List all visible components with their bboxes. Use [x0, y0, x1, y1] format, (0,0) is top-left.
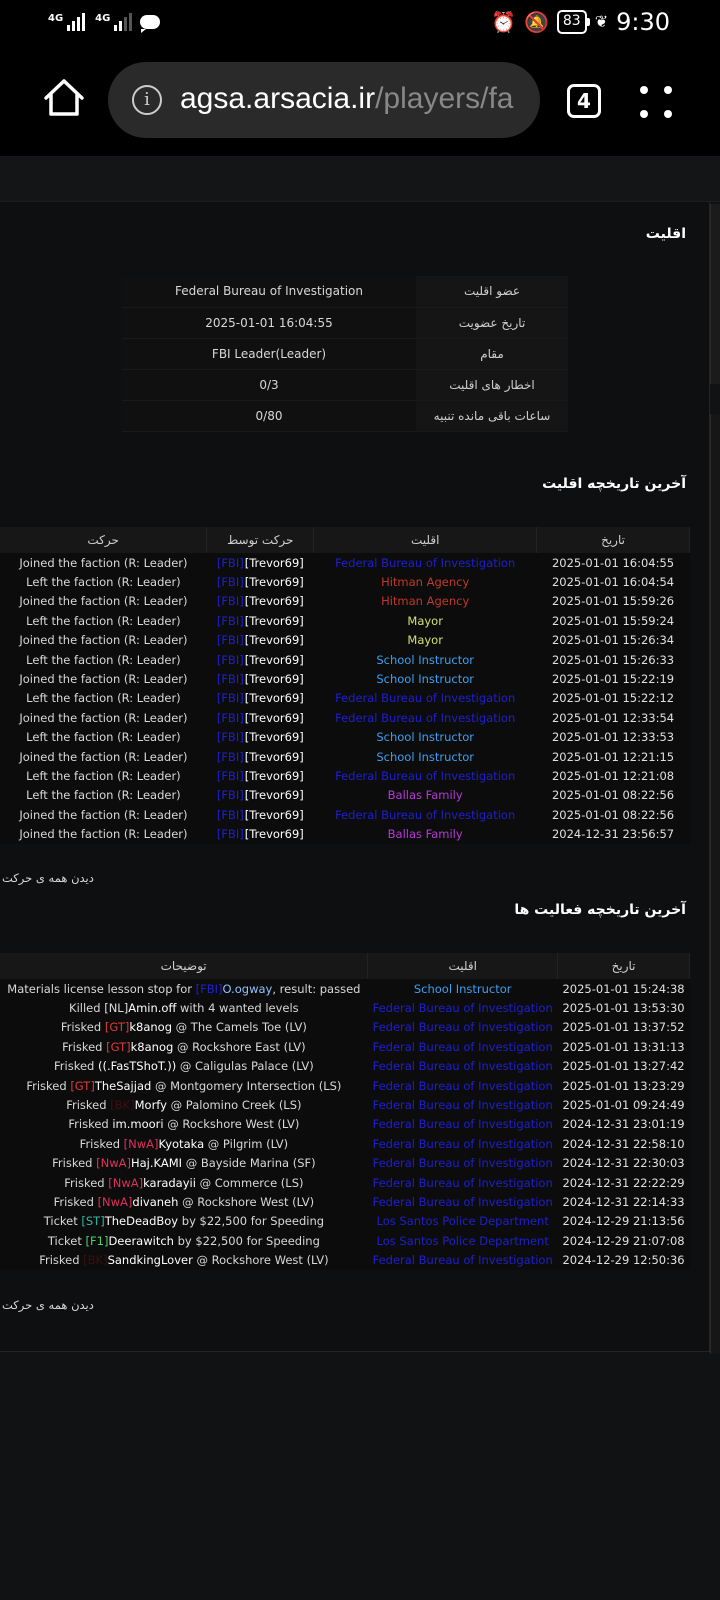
- description-prefix: Frisked: [68, 1117, 113, 1132]
- description-suffix: @ Rockshore West (LV): [192, 1253, 329, 1268]
- history-view-all-link[interactable]: دیدن همه ی حرکت: [2, 871, 94, 885]
- browser-toolbar: [0, 46, 720, 156]
- date-cell: 2025-01-01 12:33:53: [551, 730, 675, 745]
- col-action: حرکت: [0, 527, 207, 553]
- network-type-2: 4G: [95, 13, 111, 24]
- history-section-title: آخرین تاریخچه اقلیت: [542, 476, 686, 492]
- url-domain: agsa.arsacia.ir: [180, 82, 376, 115]
- description-suffix: @ Pilgrim (LV): [204, 1136, 289, 1151]
- actor-tag: [FBI]: [216, 633, 244, 648]
- date-cell: 2025-01-01 09:24:49: [562, 1098, 685, 1113]
- faction-cell[interactable]: Hitman Agency: [381, 594, 470, 609]
- page-top-strip: [0, 156, 720, 202]
- faction-cell[interactable]: Mayor: [407, 613, 443, 628]
- actor-tag: [FBI]: [216, 788, 244, 803]
- actor-name[interactable]: [Trevor69]: [244, 710, 304, 725]
- table-row: [0, 1095, 690, 1114]
- activity-view-all-link[interactable]: دیدن همه ی حرکت: [2, 1298, 94, 1312]
- date-cell: 2024-12-31 22:58:10: [562, 1136, 685, 1151]
- table-row: [0, 1018, 690, 1037]
- description-cell: [0, 1018, 368, 1037]
- table-row: [0, 631, 690, 650]
- actor-tag: [FBI]: [216, 594, 244, 609]
- faction-info-table: [122, 276, 568, 432]
- table-row: [0, 998, 690, 1017]
- faction-cell[interactable]: Federal Bureau of Investigation: [335, 768, 516, 783]
- table-row: [0, 805, 690, 824]
- action-cell: Joined the faction (R: Leader): [19, 672, 188, 687]
- signal-indicators: [48, 11, 160, 31]
- menu-dots-icon[interactable]: [638, 84, 674, 120]
- player-name[interactable]: Haj.KAMI: [130, 1156, 183, 1171]
- table-row: [0, 669, 690, 688]
- date-cell: 2025-01-01 12:21:08: [551, 768, 675, 783]
- action-cell: Joined the faction (R: Leader): [19, 710, 188, 725]
- description-prefix: Frisked: [62, 1039, 107, 1054]
- table-row: [0, 611, 690, 630]
- description-prefix: Materials license lesson stop for: [7, 981, 196, 996]
- faction-cell[interactable]: Hitman Agency: [381, 575, 470, 590]
- actor-cell: [207, 708, 314, 727]
- actor-name[interactable]: [Trevor69]: [244, 827, 304, 842]
- network-type-1: 4G: [48, 13, 64, 24]
- date-cell: 2024-12-29 12:50:36: [562, 1253, 685, 1268]
- description-prefix: Frisked: [60, 1020, 105, 1035]
- table-row: [0, 1231, 690, 1250]
- description-cell: [0, 1250, 368, 1269]
- actor-cell: [207, 592, 314, 611]
- description-cell: [0, 1115, 368, 1134]
- faction-cell[interactable]: Federal Bureau of Investigation: [372, 1194, 553, 1209]
- table-row: [0, 1250, 690, 1269]
- actor-tag: [FBI]: [216, 807, 244, 822]
- date-cell: 2025-01-01 12:33:54: [551, 710, 675, 725]
- description-suffix: @ Rockshore West (LV): [178, 1194, 315, 1209]
- action-cell: Left the faction (R: Leader): [26, 691, 181, 706]
- date-cell: 2025-01-01 08:22:56: [551, 807, 675, 822]
- player-name[interactable]: ((.FasTShoT.)): [98, 1059, 177, 1074]
- table-row: [0, 1173, 690, 1192]
- actor-cell: [207, 728, 314, 747]
- player-name[interactable]: Amin.off: [128, 1001, 177, 1016]
- date-cell: 2025-01-01 15:59:24: [551, 613, 675, 628]
- player-tag: [GT]: [106, 1039, 131, 1054]
- description-suffix: @ Commerce (LS): [195, 1175, 304, 1190]
- actor-name[interactable]: [Trevor69]: [244, 768, 304, 783]
- action-cell: Joined the faction (R: Leader): [19, 555, 188, 570]
- info-label: ساعات باقی مانده تنبیه: [416, 400, 568, 431]
- col-faction: اقلیت: [314, 527, 537, 553]
- description-prefix: Frisked: [64, 1175, 109, 1190]
- table-row: [0, 979, 690, 998]
- player-name[interactable]: im.moori: [112, 1117, 164, 1132]
- date-cell: 2025-01-01 15:59:26: [551, 594, 675, 609]
- actor-cell: [207, 611, 314, 630]
- date-cell: 2025-01-01 13:53:30: [562, 1001, 685, 1016]
- info-icon[interactable]: i: [132, 85, 162, 115]
- actor-tag: [FBI]: [216, 749, 244, 764]
- action-cell: Left the faction (R: Leader): [26, 613, 181, 628]
- info-label: تاریخ عضویت: [416, 307, 568, 338]
- faction-cell[interactable]: School Instructor: [376, 652, 474, 667]
- faction-section-title: اقلیت: [645, 226, 686, 242]
- description-suffix: @ Rockshore East (LV): [173, 1039, 306, 1054]
- date-cell: 2024-12-31 22:30:03: [562, 1156, 685, 1171]
- faction-cell[interactable]: Federal Bureau of Investigation: [372, 1059, 553, 1074]
- action-cell: Left the faction (R: Leader): [26, 788, 181, 803]
- player-name[interactable]: divaneh: [132, 1194, 179, 1209]
- faction-cell[interactable]: Federal Bureau of Investigation: [372, 1001, 553, 1016]
- description-cell: [0, 1037, 368, 1056]
- info-row: [122, 400, 568, 431]
- player-tag: [NwA]: [97, 1194, 133, 1209]
- actor-cell: [207, 572, 314, 591]
- faction-cell[interactable]: Federal Bureau of Investigation: [372, 1039, 553, 1054]
- faction-cell[interactable]: Federal Bureau of Investigation: [372, 1175, 553, 1190]
- player-tag: [ST]: [81, 1214, 105, 1229]
- faction-cell[interactable]: Federal Bureau of Investigation: [372, 1253, 553, 1268]
- actor-name[interactable]: [Trevor69]: [244, 575, 304, 590]
- faction-cell[interactable]: School Instructor: [376, 672, 474, 687]
- description-cell: [0, 1095, 368, 1114]
- info-value: FBI Leader(Leader): [122, 338, 416, 369]
- player-tag: [NwA]: [123, 1136, 159, 1151]
- description-prefix: Ticket: [43, 1214, 82, 1229]
- faction-cell[interactable]: Federal Bureau of Investigation: [372, 1136, 553, 1151]
- table-row: [0, 592, 690, 611]
- url-text: [180, 82, 514, 116]
- actor-name[interactable]: [Trevor69]: [244, 672, 304, 687]
- actor-name[interactable]: [Trevor69]: [244, 788, 304, 803]
- actor-tag: [FBI]: [216, 613, 244, 628]
- actor-name[interactable]: [Trevor69]: [244, 555, 304, 570]
- player-tag: [F1]: [85, 1233, 109, 1248]
- description-cell: [0, 1134, 368, 1153]
- col-date: تاریخ: [558, 953, 690, 979]
- description-cell: [0, 1231, 368, 1250]
- actor-cell: [207, 650, 314, 669]
- info-row: [122, 369, 568, 400]
- date-cell: 2024-12-31 22:22:29: [562, 1175, 685, 1190]
- date-cell: 2025-01-01 16:04:55: [551, 555, 675, 570]
- date-cell: 2025-01-01 15:22:19: [551, 672, 675, 687]
- table-row: [0, 1037, 690, 1056]
- player-tag: [FBI]: [195, 981, 223, 996]
- faction-cell[interactable]: Ballas Family: [387, 788, 463, 803]
- description-suffix: @ Rockshore West (LV): [163, 1117, 300, 1132]
- date-cell: 2025-01-01 15:24:38: [562, 981, 685, 996]
- date-cell: 2025-01-01 08:22:56: [551, 788, 675, 803]
- faction-cell[interactable]: Federal Bureau of Investigation: [335, 555, 516, 570]
- info-value: 2025-01-01 16:04:55: [122, 307, 416, 338]
- table-row: [0, 786, 690, 805]
- faction-cell[interactable]: Federal Bureau of Investigation: [372, 1156, 553, 1171]
- description-cell: [0, 1192, 368, 1211]
- faction-cell[interactable]: School Instructor: [376, 749, 474, 764]
- faction-cell[interactable]: School Instructor: [376, 730, 474, 745]
- info-value: 0/3: [122, 369, 416, 400]
- battery-indicator: 83: [557, 10, 587, 34]
- actor-name[interactable]: [Trevor69]: [244, 633, 304, 648]
- player-name[interactable]: karadayii: [143, 1175, 196, 1190]
- description-prefix: Frisked: [79, 1136, 124, 1151]
- description-cell: [0, 1173, 368, 1192]
- description-suffix: @ Palomino Creek (LS): [166, 1098, 302, 1113]
- actor-tag: [FBI]: [216, 672, 244, 687]
- actor-cell: [207, 669, 314, 688]
- date-cell: 2024-12-31 22:14:33: [562, 1194, 685, 1209]
- date-cell: 2024-12-31 23:01:19: [562, 1117, 685, 1132]
- table-row: [0, 747, 690, 766]
- description-cell: [0, 1057, 368, 1076]
- faction-cell[interactable]: Federal Bureau of Investigation: [335, 807, 516, 822]
- actor-tag: [FBI]: [216, 730, 244, 745]
- description-prefix: Frisked: [39, 1253, 84, 1268]
- alarm-icon: ⏰: [491, 10, 516, 34]
- description-prefix: Frisked: [52, 1156, 97, 1171]
- player-name[interactable]: Morfy: [134, 1098, 167, 1113]
- actor-name[interactable]: [Trevor69]: [244, 749, 304, 764]
- player-tag: [NwA]: [96, 1156, 131, 1171]
- info-label: عضو اقلیت: [416, 276, 568, 307]
- table-row: [0, 824, 690, 843]
- description-suffix: @ Montgomery Intersection (LS): [151, 1078, 342, 1093]
- action-cell: Joined the faction (R: Leader): [19, 749, 188, 764]
- table-row: [0, 1154, 690, 1173]
- actor-tag: [FBI]: [216, 555, 244, 570]
- info-label: اخطار های اقلیت: [416, 369, 568, 400]
- col-faction: اقلیت: [368, 953, 558, 979]
- actor-name[interactable]: [Trevor69]: [244, 594, 304, 609]
- table-row: [0, 553, 690, 572]
- description-cell: [0, 1076, 368, 1095]
- description-cell: [0, 979, 368, 998]
- description-suffix: by $22,500 for Speeding: [173, 1233, 320, 1248]
- table-row: [0, 1212, 690, 1231]
- actor-cell: [207, 766, 314, 785]
- col-by: حرکت توسط: [207, 527, 314, 553]
- date-cell: 2024-12-31 23:56:57: [551, 827, 675, 842]
- date-cell: 2025-01-01 15:26:34: [551, 633, 675, 648]
- description-prefix: Frisked: [26, 1078, 71, 1093]
- info-row: [122, 338, 568, 369]
- actor-cell: [207, 747, 314, 766]
- action-cell: Left the faction (R: Leader): [26, 768, 181, 783]
- action-cell: Joined the faction (R: Leader): [19, 807, 188, 822]
- player-tag: [NL]: [104, 1001, 129, 1016]
- description-prefix: Killed: [69, 1001, 105, 1016]
- description-suffix: @ The Camels Toe (LV): [172, 1020, 307, 1035]
- actor-cell: [207, 805, 314, 824]
- action-cell: Joined the faction (R: Leader): [19, 827, 188, 842]
- player-tag: [GT]: [70, 1078, 95, 1093]
- date-cell: 2025-01-01 13:37:52: [562, 1020, 685, 1035]
- table-row: [0, 1134, 690, 1153]
- table-row: [0, 689, 690, 708]
- date-cell: 2025-01-01 12:21:15: [551, 749, 675, 764]
- table-row: [0, 1057, 690, 1076]
- actor-name[interactable]: [Trevor69]: [244, 730, 304, 745]
- player-name[interactable]: O.ogway: [222, 981, 273, 996]
- date-cell: 2025-01-01 16:04:54: [551, 575, 675, 590]
- tab-switcher-button[interactable]: 4: [567, 84, 601, 118]
- faction-cell[interactable]: Federal Bureau of Investigation: [335, 710, 516, 725]
- actor-name[interactable]: [Trevor69]: [244, 652, 304, 667]
- faction-cell[interactable]: Los Santos Police Department: [376, 1214, 549, 1229]
- actor-cell: [207, 824, 314, 843]
- player-name[interactable]: SandkingLover: [107, 1253, 193, 1268]
- player-tag: [BK]: [83, 1253, 108, 1268]
- actor-tag: [FBI]: [216, 768, 244, 783]
- status-bar: [0, 0, 720, 46]
- description-cell: [0, 998, 368, 1017]
- address-bar[interactable]: [108, 62, 540, 138]
- description-suffix: with 4 wanted levels: [176, 1001, 299, 1016]
- actor-name[interactable]: [Trevor69]: [244, 691, 304, 706]
- player-tag: [GT]: [104, 1020, 130, 1035]
- faction-cell[interactable]: Federal Bureau of Investigation: [372, 1020, 553, 1035]
- table-row: [0, 728, 690, 747]
- actor-cell: [207, 553, 314, 572]
- actor-name[interactable]: [Trevor69]: [244, 613, 304, 628]
- description-prefix: Frisked: [66, 1098, 111, 1113]
- faction-cell[interactable]: School Instructor: [413, 981, 512, 996]
- activity-section-title: آخرین تاریخچه فعالیت ها: [514, 902, 686, 918]
- description-prefix: Frisked: [53, 1194, 98, 1209]
- faction-cell[interactable]: Federal Bureau of Investigation: [372, 1078, 553, 1093]
- leaf-icon: ❦: [594, 12, 609, 31]
- action-cell: Joined the faction (R: Leader): [19, 633, 188, 648]
- player-name[interactable]: TheSajjad: [94, 1078, 152, 1093]
- description-cell: [0, 1154, 368, 1173]
- signal-bars-2-icon: [114, 11, 132, 31]
- col-description: توضیحات: [0, 953, 368, 979]
- actor-cell: [207, 786, 314, 805]
- home-icon[interactable]: [42, 76, 86, 120]
- faction-cell[interactable]: Ballas Family: [387, 827, 463, 842]
- actor-cell: [207, 689, 314, 708]
- table-row: [0, 1115, 690, 1134]
- action-cell: Left the faction (R: Leader): [26, 730, 181, 745]
- player-name[interactable]: k8anog: [129, 1020, 172, 1035]
- side-scroll-edge: [710, 204, 720, 384]
- col-date: تاریخ: [537, 527, 690, 553]
- date-cell: 2024-12-29 21:13:56: [562, 1214, 685, 1229]
- actor-name[interactable]: [Trevor69]: [244, 807, 304, 822]
- info-value: Federal Bureau of Investigation: [122, 276, 416, 307]
- description-prefix: Frisked: [54, 1059, 99, 1074]
- history-table: [0, 527, 690, 844]
- clock: 9:30: [616, 8, 670, 36]
- actor-tag: [FBI]: [216, 691, 244, 706]
- actor-cell: [207, 631, 314, 650]
- player-tag: [BK]: [110, 1098, 135, 1113]
- signal-bars-1-icon: [67, 11, 85, 31]
- actor-tag: [FBI]: [216, 575, 244, 590]
- actor-tag: [FBI]: [216, 827, 244, 842]
- faction-cell[interactable]: Los Santos Police Department: [376, 1233, 549, 1248]
- description-suffix: @ Bayside Marina (SF): [182, 1156, 316, 1171]
- player-tag: [NwA]: [108, 1175, 144, 1190]
- date-cell: 2025-01-01 13:31:13: [562, 1039, 685, 1054]
- description-suffix: , result: passed: [272, 981, 361, 996]
- actor-tag: [FBI]: [216, 710, 244, 725]
- table-row: [0, 708, 690, 727]
- table-row: [0, 572, 690, 591]
- table-row: [0, 650, 690, 669]
- description-prefix: Ticket: [47, 1233, 86, 1248]
- info-row: [122, 276, 568, 307]
- action-cell: Left the faction (R: Leader): [26, 575, 181, 590]
- actor-tag: [FBI]: [216, 652, 244, 667]
- side-scroll-edge-2: [710, 414, 720, 1354]
- activity-table: [0, 953, 690, 1270]
- info-row: [122, 307, 568, 338]
- faction-cell[interactable]: Federal Bureau of Investigation: [372, 1098, 553, 1113]
- info-value: 0/80: [122, 400, 416, 431]
- date-cell: 2024-12-29 21:07:08: [562, 1233, 685, 1248]
- player-name[interactable]: k8anog: [130, 1039, 174, 1054]
- date-cell: 2025-01-01 13:23:29: [562, 1078, 685, 1093]
- faction-cell[interactable]: Federal Bureau of Investigation: [372, 1117, 553, 1132]
- faction-cell[interactable]: Mayor: [407, 633, 443, 648]
- action-cell: Joined the faction (R: Leader): [19, 594, 188, 609]
- faction-cell[interactable]: Federal Bureau of Investigation: [335, 691, 516, 706]
- player-name[interactable]: Kyotaka: [158, 1136, 205, 1151]
- url-path: /players/fa: [375, 82, 514, 115]
- date-cell: 2025-01-01 15:22:12: [551, 691, 675, 706]
- description-suffix: by $22,500 for Speeding: [178, 1214, 325, 1229]
- info-label: مقام: [416, 338, 568, 369]
- message-icon: [140, 15, 160, 29]
- player-name[interactable]: Deerawitch: [108, 1233, 174, 1248]
- mute-bell-icon: 🔕: [523, 10, 549, 34]
- table-row: [0, 766, 690, 785]
- player-name[interactable]: TheDeadBoy: [104, 1214, 179, 1229]
- date-cell: 2025-01-01 15:26:33: [551, 652, 675, 667]
- table-row: [0, 1192, 690, 1211]
- description-suffix: @ Caligulas Palace (LV): [176, 1059, 314, 1074]
- date-cell: 2025-01-01 13:27:42: [562, 1059, 685, 1074]
- action-cell: Left the faction (R: Leader): [26, 652, 181, 667]
- table-row: [0, 1076, 690, 1095]
- description-cell: [0, 1212, 368, 1231]
